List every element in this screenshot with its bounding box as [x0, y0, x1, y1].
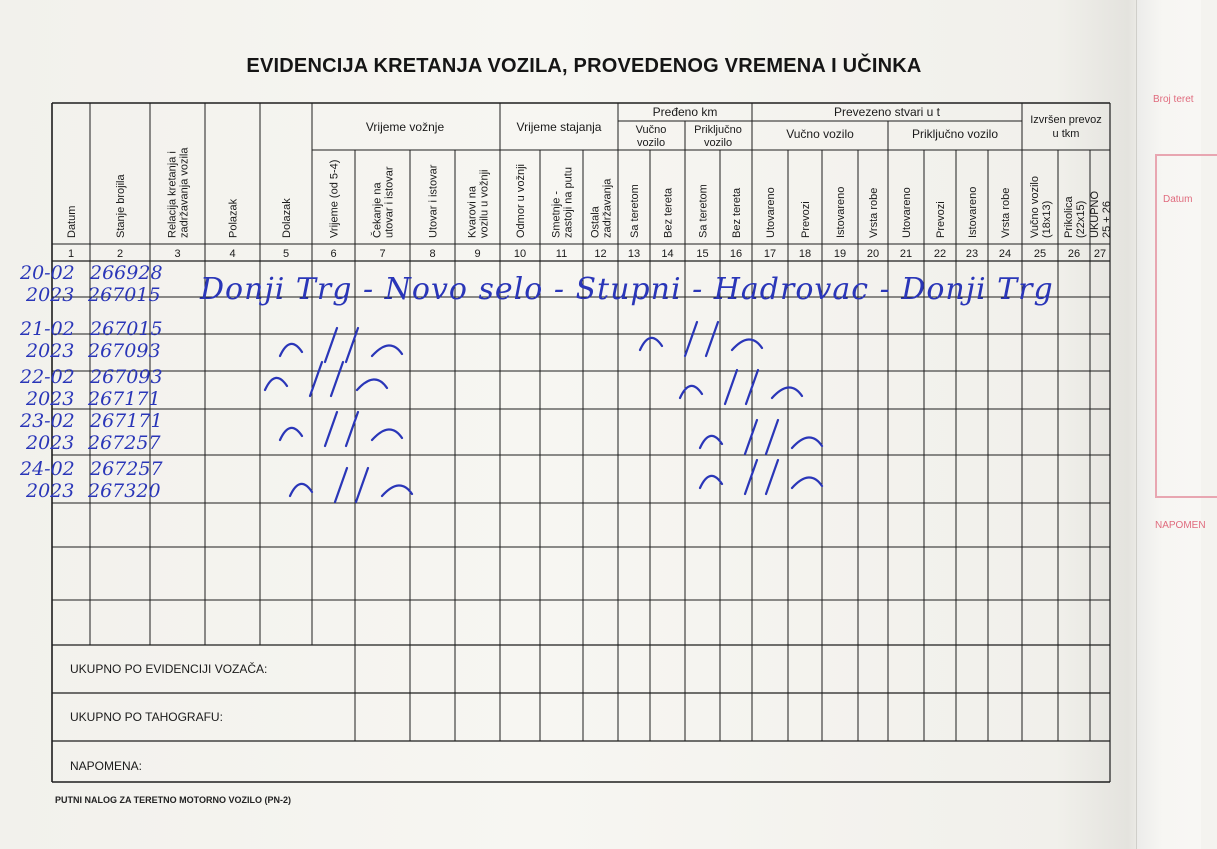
- column-number-17: 17: [763, 248, 777, 260]
- column-number-23: 23: [965, 248, 979, 260]
- column-label-10: Odmor u vožnji: [515, 164, 527, 238]
- column-label-18: Prevozi: [800, 201, 812, 238]
- column-number-5: 5: [282, 248, 290, 260]
- column-number-18: 18: [798, 248, 812, 260]
- handwritten-meter-start: 266928: [90, 262, 163, 284]
- group-prikljucno-vozilo-wide: Priključno vozilo: [911, 127, 999, 141]
- column-label-26: (22x15): [1075, 200, 1087, 238]
- column-number-6: 6: [330, 248, 337, 260]
- column-number-16: 16: [729, 248, 743, 260]
- handwritten-date: 20-02: [20, 262, 75, 284]
- column-number-14: 14: [661, 248, 674, 260]
- column-label-27: 25 + 26: [1101, 200, 1113, 238]
- handwritten-squiggle: [290, 468, 412, 502]
- column-label-24: Vrsta robe: [1000, 187, 1012, 238]
- next-page-box: [1155, 154, 1217, 498]
- summary-napomena-label: NAPOMENA:: [70, 759, 143, 773]
- column-label-25: Vučno vozilo: [1029, 176, 1041, 238]
- column-label-26: Prikolica: [1063, 196, 1075, 238]
- column-number-12: 12: [594, 248, 607, 260]
- column-number-26: 26: [1067, 248, 1081, 260]
- column-label-19: Istovareno: [835, 186, 847, 238]
- handwritten-meter-end: 267171: [88, 388, 161, 410]
- column-label-20: Vrsta robe: [868, 187, 880, 238]
- handwritten-relation: Donji Trg - Novo selo - Stupni - Hadrovac - Donji Trg: [200, 272, 1054, 307]
- column-number-27: 27: [1093, 248, 1107, 260]
- handwritten-meter-end: 267015: [88, 284, 161, 306]
- handwritten-year: 2023: [26, 480, 75, 502]
- column-label-4: Polazak: [227, 198, 240, 238]
- group-prikljucno-vozilo: vozilo: [703, 137, 733, 149]
- next-page-header: Broj teret: [1153, 94, 1194, 105]
- column-label-22: Prevozi: [935, 201, 947, 238]
- summary-tahograf-label: UKUPNO PO TAHOGRAFU:: [70, 710, 223, 724]
- handwritten-year: 2023: [26, 388, 75, 410]
- summary-vozac-label: UKUPNO PO EVIDENCIJI VOZAČA:: [70, 662, 268, 676]
- column-number-25: 25: [1033, 248, 1047, 260]
- column-number-13: 13: [627, 248, 641, 260]
- column-label-15: Sa teretom: [697, 184, 710, 238]
- handwritten-squiggle: [280, 412, 402, 446]
- group-prikljucno-vozilo: Priključno: [694, 124, 742, 136]
- form-footer: PUTNI NALOG ZA TERETNO MOTORNO VOZILO (PN-2): [55, 795, 291, 805]
- column-label-3: Relacija kretanja i: [166, 151, 179, 238]
- handwritten-squiggle: [280, 328, 402, 362]
- column-label-25: (18x13): [1041, 200, 1053, 238]
- group-vucno-vozilo: vozilo: [636, 137, 666, 149]
- column-label-12: zadržavanja: [601, 178, 614, 238]
- column-label-5: Dolazak: [281, 198, 293, 238]
- handwritten-meter-end: 267320: [88, 480, 161, 502]
- column-label-7: Čekanje na: [371, 182, 384, 238]
- column-label-3: zadržavanja vozila: [178, 147, 191, 238]
- column-number-15: 15: [696, 248, 709, 260]
- next-page-edge: [1136, 0, 1206, 849]
- group-izvrsen-prevoz: Izvršen prevoz: [1030, 114, 1102, 126]
- handwritten-year: 2023: [26, 432, 75, 454]
- column-label-17: Utovareno: [765, 187, 777, 238]
- column-label-23: Istovareno: [967, 186, 979, 238]
- column-number-21: 21: [899, 248, 913, 260]
- handwritten-squiggle: [700, 420, 822, 454]
- column-number-1: 1: [67, 248, 75, 260]
- column-label-7: utovar i istovar: [383, 166, 396, 238]
- column-number-9: 9: [474, 248, 481, 260]
- column-label-9: Kvarovi na: [466, 186, 479, 238]
- column-number-2: 2: [116, 248, 124, 260]
- handwritten-squiggle: [640, 322, 762, 356]
- form-title: EVIDENCIJA KRETANJA VOZILA, PROVEDENOG VREMENA I UČINKA: [246, 55, 922, 77]
- handwritten-meter-start: 267171: [90, 410, 163, 432]
- column-label-2: Stanje brojila: [115, 174, 127, 238]
- column-label-1: Datum: [66, 205, 78, 238]
- column-label-21: Utovareno: [901, 187, 913, 238]
- handwritten-meter-start: 267093: [90, 366, 163, 388]
- handwritten-meter-end: 267093: [88, 340, 161, 362]
- group-vucno-vozilo: Vučno: [635, 124, 667, 136]
- handwritten-date: 23-02: [20, 410, 75, 432]
- group-predjeno-km: Pređeno km: [652, 105, 718, 119]
- column-number-24: 24: [998, 248, 1012, 260]
- column-label-27: UKUPNO: [1089, 190, 1101, 238]
- handwritten-meter-start: 267257: [90, 458, 163, 480]
- column-label-11: Smetnje -: [550, 190, 563, 238]
- column-label-13: Sa teretom: [629, 184, 641, 238]
- handwritten-date: 24-02: [20, 458, 75, 480]
- column-label-6: Vrijeme (od 5-4): [328, 159, 341, 238]
- column-label-9: vozilu u vožnji: [478, 169, 491, 238]
- column-label-8: Utovar i istovar: [427, 164, 440, 238]
- handwritten-squiggle: [265, 362, 387, 396]
- column-label-11: zastoji na putu: [562, 167, 575, 238]
- column-number-19: 19: [833, 248, 847, 260]
- group-vrijeme-stajanja: Vrijeme stajanja: [516, 120, 602, 134]
- column-number-4: 4: [229, 248, 236, 260]
- handwritten-year: 2023: [26, 340, 75, 362]
- group-vucno-vozilo-wide: Vučno vozilo: [786, 127, 854, 141]
- next-page-napomena: NAPOMEN: [1155, 520, 1206, 531]
- column-number-10: 10: [513, 248, 527, 260]
- column-number-20: 20: [866, 248, 880, 260]
- next-page-datum: Datum: [1163, 194, 1193, 205]
- column-label-14: Bez tereta: [662, 187, 675, 238]
- handwritten-meter-start: 267015: [90, 318, 163, 340]
- handwritten-squiggle: [680, 370, 802, 404]
- handwritten-meter-end: 267257: [88, 432, 161, 454]
- column-label-16: Bez tereta: [731, 187, 743, 238]
- column-number-7: 7: [379, 248, 386, 260]
- group-izvrsen-prevoz: u tkm: [1052, 128, 1080, 140]
- handwritten-date: 21-02: [20, 318, 75, 340]
- handwritten-squiggle: [700, 460, 822, 494]
- group-vrijeme-voznje: Vrijeme vožnje: [365, 120, 445, 134]
- handwritten-year: 2023: [26, 284, 75, 306]
- column-number-11: 11: [555, 248, 568, 260]
- group-prevezeno-stvari: Prevezeno stvari u t: [833, 105, 941, 119]
- column-number-8: 8: [429, 248, 436, 260]
- column-number-3: 3: [174, 248, 181, 260]
- handwritten-date: 22-02: [20, 366, 75, 388]
- column-label-12: Ostala: [589, 206, 602, 238]
- column-number-22: 22: [933, 248, 947, 260]
